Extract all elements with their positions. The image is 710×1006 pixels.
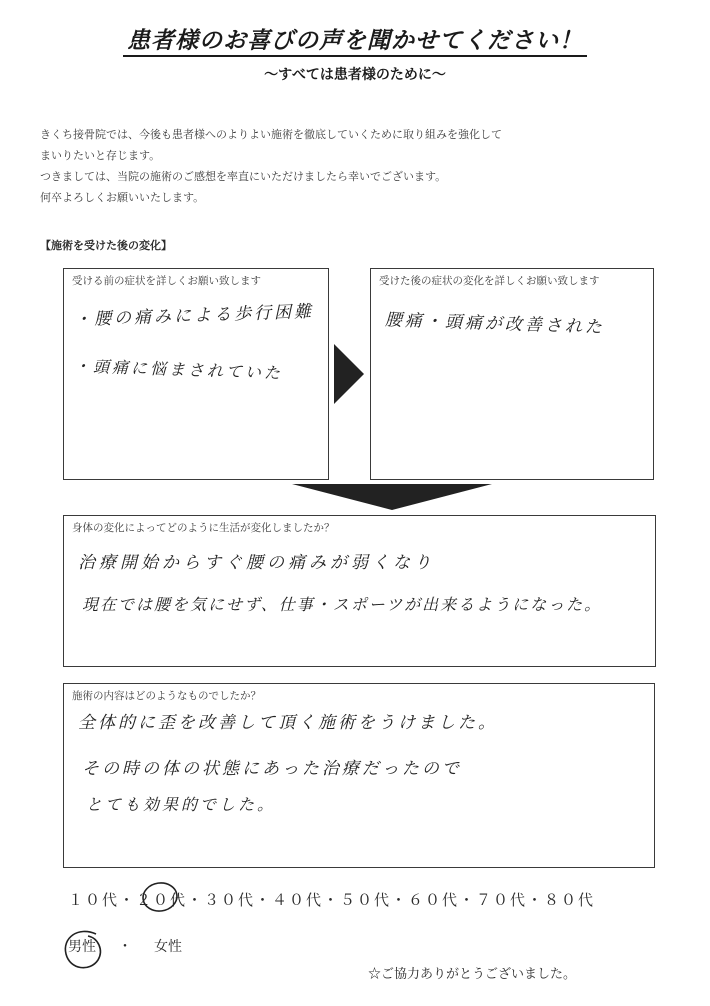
treatment-content-box[interactable] [63,683,655,868]
handwritten-answer: 現在では腰を気にせず、仕事・スポーツが出来るようになった。 [82,595,603,614]
intro-line: まいりたいと存じます。 [40,149,161,162]
handwritten-answer: 全体的に歪を改善して頂く施術をうけました。 [78,713,498,733]
handwritten-answer: とても効果的でした。 [86,795,277,814]
title-text: 患者様のお喜びの声を聞かせてください！ [123,28,587,57]
after-symptoms-box[interactable] [370,268,654,480]
intro-paragraph [40,124,680,208]
intro-line: 何卒よろしくお願いいたします。 [40,191,205,204]
intro-line: きくち接骨院では、今後も患者様へのよりよい施術を徹底していくために取り組みを強化して [40,128,502,141]
section-label: 【施術を受けた後の変化】 [40,239,172,252]
handwritten-answer: ・腰の痛みによる歩行困難 [73,301,315,331]
handwritten-answer: ・頭痛に悩まされていた [73,356,284,383]
page-subtitle: ～すべては患者様のために～ [264,67,446,83]
gender-separator: ・ [118,939,132,955]
before-symptoms-box[interactable] [63,268,329,480]
age-options[interactable]: １０代・２０代・３０代・４０代・５０代・６０代・７０代・８０代 [68,891,596,909]
age-selection-circle-icon [140,880,180,914]
handwritten-answer: 腰痛・頭痛が改善された [384,310,606,338]
life-change-label: 身体の変化によってどのように生活が変化しましたか？ [72,522,335,534]
after-symptoms-label: 受けた後の症状の変化を詳しくお願い致します [379,275,600,287]
handwritten-answer: その時の体の状態にあった治療だったので [82,759,462,779]
gender-male[interactable]: 男性 [68,939,96,955]
thanks-note: ☆ご協力ありがとうございました。 [368,967,577,982]
handwritten-answer: 治療開始からすぐ腰の痛みが弱くなり [78,553,435,573]
intro-line: つきましては、当院の施術のご感想を率直にいただけましたら幸いでございます。 [40,170,447,183]
page-title [0,22,710,55]
arrow-right-icon [334,344,364,404]
arrow-down-icon [292,484,492,510]
before-symptoms-label: 受ける前の症状を詳しくお願い致します [72,275,261,287]
life-change-box[interactable] [63,515,656,667]
gender-female[interactable]: 女性 [154,939,182,955]
gender-selection-circle-icon [58,926,108,976]
treatment-content-label: 施術の内容はどのようなものでしたか？ [72,690,261,702]
